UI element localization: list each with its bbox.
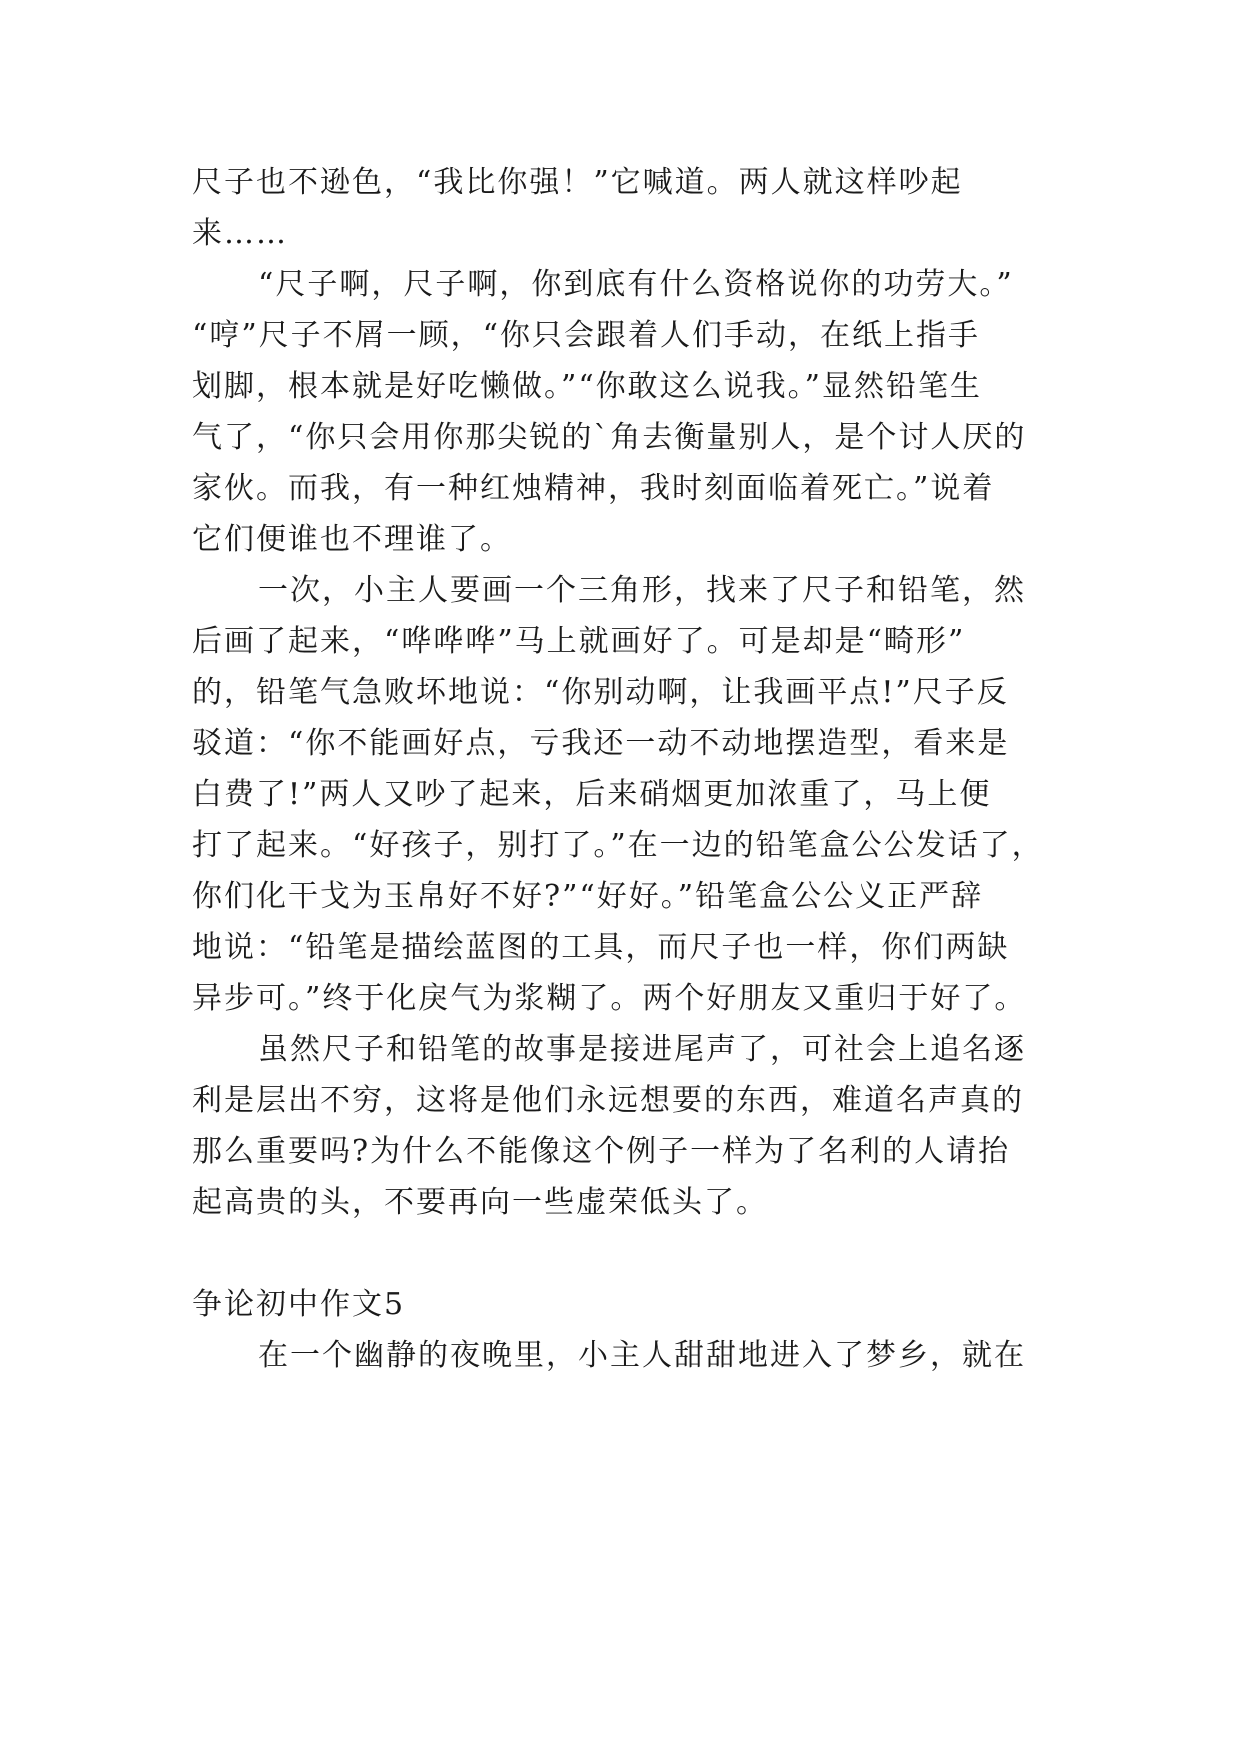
- paragraph-line: 起高贵的头，不要再向一些虚荣低头了。: [192, 1185, 768, 1220]
- paragraph-line: 一次，小主人要画一个三角形，找来了尺子和铅笔，然: [258, 573, 1026, 608]
- paragraph-line: 你们化干戈为玉帛好不好?”“好好。”铅笔盒公公义正严辞: [192, 879, 984, 914]
- paragraph-line: 来……: [192, 216, 288, 251]
- paragraph-line: “哼”尺子不屑一顾，“你只会跟着人们手动，在纸上指手: [192, 318, 981, 353]
- paragraph-line: 驳道：“你不能画好点，亏我还一动不动地摆造型，看来是: [192, 726, 1010, 761]
- paragraph-line: 异步可。”终于化戾气为浆糊了。两个好朋友又重归于好了。: [192, 981, 1027, 1016]
- paragraph-line: “尺子啊，尺子啊，你到底有什么资格说你的功劳大。”: [258, 267, 1014, 302]
- paragraph-line: 划脚，根本就是好吃懒做。”“你敢这么说我。”显然铅笔生: [192, 369, 983, 404]
- paragraph-line: 它们便谁也不理谁了。: [192, 522, 512, 557]
- paragraph-line: 虽然尺子和铅笔的故事是接进尾声了，可社会上追名逐: [258, 1032, 1026, 1067]
- paragraph-line: 的，铅笔气急败坏地说：“你别动啊，让我画平点!”尺子反: [192, 675, 1009, 710]
- section-title: 争论初中作文5: [192, 1287, 406, 1322]
- paragraph-line: 气了，“你只会用你那尖锐的`角去衡量别人，是个讨人厌的: [192, 420, 1027, 455]
- paragraph-line: 那么重要吗?为什么不能像这个例子一样为了名利的人请抬: [192, 1134, 1011, 1169]
- paragraph-line: 在一个幽静的夜晚里，小主人甜甜地进入了梦乡，就在: [258, 1338, 1026, 1373]
- paragraph-line: 尺子也不逊色，“我比你强！”它喊道。两人就这样吵起: [192, 165, 963, 200]
- paragraph-line: 家伙。而我，有一种红烛精神，我时刻面临着死亡。”说着: [192, 471, 995, 506]
- paragraph-line: 地说：“铅笔是描绘蓝图的工具，而尺子也一样，你们两缺: [192, 930, 1010, 965]
- paragraph-line: 后画了起来，“哗哗哗”马上就画好了。可是却是“畸形”: [192, 624, 966, 659]
- paragraph-line: 利是层出不穷，这将是他们永远想要的东西，难道名声真的: [192, 1083, 1024, 1118]
- paragraph-line: 打了起来。“好孩子，别打了。”在一边的铅笔盒公公发话了，: [192, 828, 1044, 863]
- paragraph-line: 白费了!”两人又吵了起来，后来硝烟更加浓重了，马上便: [192, 777, 992, 812]
